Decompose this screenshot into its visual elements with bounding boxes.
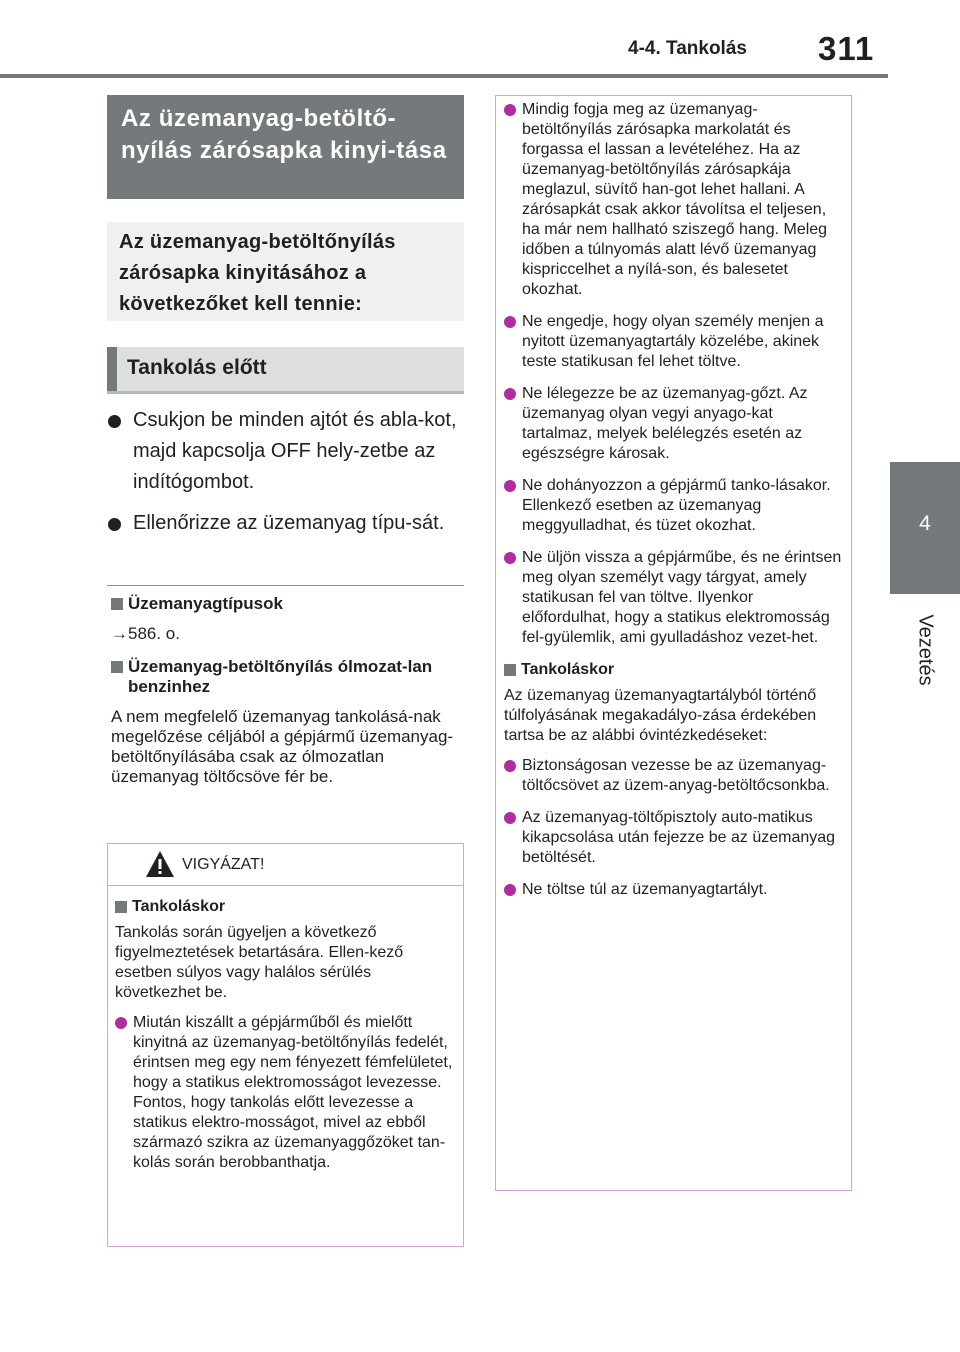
chapter-tab: [890, 462, 960, 594]
chapter-label: Vezetés: [914, 614, 937, 686]
header-rule: [0, 74, 888, 78]
section-divider: [107, 391, 464, 394]
chapter-number: 4: [919, 512, 931, 535]
list-item: Ne engedje, hogy olyan személy menjen a nyitott üzemanyagtartály közelébe, akinek teste statikusan fel lehet töltve.: [504, 312, 844, 372]
section-title: 4-4. Tankolás: [628, 38, 747, 59]
warning-header: [108, 844, 463, 886]
refuel-text: Az üzemanyag üzemanyagtartályból történő túlfolyásának megakadályo-zása érdekében tartsa be az alábbi óvintézkedéseket:: [504, 687, 817, 744]
chapter-label-container: [890, 600, 960, 700]
warning-triangle-icon: [145, 850, 175, 878]
warning-title: VIGYÁZAT!: [182, 856, 265, 873]
warning-body: [108, 886, 463, 1173]
section-heading: Tankolás előtt: [107, 347, 464, 391]
list-item: Csukjon be minden ajtót és abla-kot, majd kapcsolja OFF hely-zetbe az indítógombot.: [108, 405, 468, 498]
warning-box: [107, 843, 464, 1247]
unleaded-heading: Üzemanyag-betöltőnyílás ólmozat-lan benzinhez: [111, 657, 465, 697]
divider: [107, 585, 464, 586]
fuel-types-heading: Üzemanyagtípusok: [111, 594, 465, 614]
list-item: Ne töltse túl az üzemanyagtartályt.: [504, 880, 844, 900]
list-item: Ne dohányozzon a gépjármű tanko-lásakor. Ellenkező esetben az üzemanyag meggyulladhat, és tüzet okozhat.: [504, 476, 844, 536]
unleaded-text: A nem megfelelő üzemanyag tankolásá-nak megelőzése céljából a gépjármű üzemanyag-betöltőnyílásába csak az ólmozatlan üzemanyag töltőcsöve fér be.: [111, 707, 454, 786]
list-item: Mindig fogja meg az üzemanyag-betöltőnyílás zárósapka markolatát és forgassa el lassan a levételéhez. Ha az üzemanyag-betöltőnyílás zárósapkája meglazul, süvítő han-got lehet hallani. A zárósapkát csak akkor távolítsa el teljesen, ha már nem hallható sziszegő hang. Meleg időben a túlnyomás alatt lévő üzemanyag kispriccelhet a nyílá-son, és balesetet okozhat.: [504, 100, 844, 300]
list-item: Ne lélegezze be az üzemanyag-gőzt. Az üzemanyag olyan vegyi anyago-kat tartalmaz, melyek belélegzés esetén az egészségre károsak.: [504, 384, 844, 464]
warning-bullet: Miután kiszállt a gépjárműből és mielőtt kinyitná az üzemanyag-betöltőnyílás fedelét, érintsen meg egy nem fényezett fémfelületet, hogy a statikus elektromosságot levezesse. Fontos, hogy tankolás előtt levezesse a statikus elektro-mosságot, mivel az ebből származó szikra az üzemanyaggőzöket tan-kolás során berobbanthatja.: [115, 1013, 456, 1173]
unleaded-block: [111, 657, 465, 787]
list-item: Ellenőrizze az üzemanyag típu-sát.: [108, 508, 468, 539]
warning-subheading: Tankoláskor: [115, 897, 456, 917]
intro-text: Az üzemanyag-betöltőnyílás zárósapka kinyitásához a következőket kell tennie:: [107, 222, 464, 321]
checklist: [108, 405, 468, 549]
fuel-types-reference[interactable]: →586. o.: [111, 624, 180, 643]
precautions-box: [495, 95, 852, 1191]
list-item: Ne üljön vissza a gépjárműbe, és ne érintsen meg olyan személyt vagy tárgyat, amely statikusan fel van töltve. Ilyenkor előfordulhat, hogy a statikus elektromosság fel-gyülemlik, ami gyulladáshoz vezet-het.: [504, 548, 844, 648]
list-item: Az üzemanyag-töltőpisztoly auto-matikus kikapcsolása után fejezze be az üzemanyag betöltését.: [504, 808, 844, 868]
warning-text: Tankolás során ügyeljen a következő figyelmeztetések betartására. Ellen-kező esetben súlyos vagy halálos sérülés következhet be.: [115, 924, 404, 1001]
fuel-types-block: [111, 594, 465, 644]
refuel-heading: Tankoláskor: [504, 660, 844, 680]
page-title: Az üzemanyag-betöltő-nyílás zárósapka kinyi-tása: [107, 95, 464, 199]
list-item: Biztonságosan vezesse be az üzemanyag-töltőcsövet az üzem-anyag-betöltőcsonkba.: [504, 756, 844, 796]
page-number: 311: [818, 30, 875, 67]
